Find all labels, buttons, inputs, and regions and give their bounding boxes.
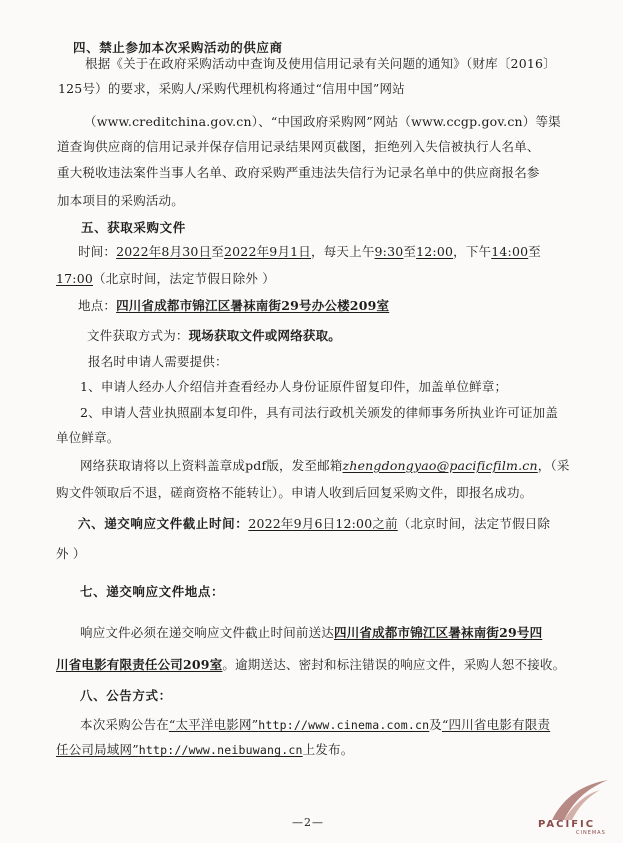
net-text: 网络获取请将以上资料盖章成pdf版，发至邮箱 [80, 458, 343, 473]
time-line [78, 243, 541, 261]
deadline-note: （北京时间，法定节假日除 [397, 516, 551, 531]
apply-item-2-cont: 单位鲜章。 [56, 430, 120, 445]
logo-text: PACIFIC [538, 819, 596, 830]
section8-line-2 [56, 741, 353, 759]
pm-end: 17:00 [56, 271, 94, 286]
pm-start: 14:00 [491, 244, 529, 259]
deadline: 2022年9月6日12:00之前 [248, 516, 398, 531]
site2-name-cont: 任公司局域网” [56, 742, 139, 757]
time-note: （北京时间，法定节假日除外 ） [93, 271, 276, 286]
pm-label: ，下午 [453, 244, 492, 259]
section8-text-post: 上发布。 [302, 742, 354, 757]
and-word: 及 [429, 717, 442, 732]
section7-text: 响应文件必须在递交响应文件截止时间前送达 [80, 625, 335, 640]
to-word: 至 [403, 244, 417, 259]
section7-text-post: 。逾期送达、密封和标注错误的响应文件，采购人恕不接收。 [222, 657, 566, 672]
section4-paragraph-line: 道查询供应商的信用记录并保存信用记录结果网页截图，拒绝列入失信被执行人名单、 [57, 139, 540, 154]
logo-subtext: CINEMAS [576, 830, 606, 836]
method-line [87, 327, 341, 345]
time-prefix: 时间： [78, 244, 117, 259]
place-prefix: 地点： [78, 298, 117, 313]
site2-name: “四川省电影有限责 [441, 717, 551, 732]
section5-heading: 五、获取采购文件 [81, 220, 186, 235]
submit-address: 四川省成都市锦江区暑袜南街29号四 [334, 625, 543, 640]
method-prefix: 文件获取方式为： [87, 328, 189, 343]
date-end: 2022年9月1日 [223, 244, 312, 259]
net-line-2: 购文件领取后不退，磋商资格不能转让）。申请人收到后回复采购文件，即报名成功。 [56, 485, 533, 500]
page-number: —2— [292, 816, 324, 829]
section4-paragraph-line: （www.creditchina.gov.cn）、“中国政府采购网”网站（www.ccgp.gov.cn）等渠 [84, 114, 561, 129]
time-line-2 [56, 270, 275, 288]
submit-address-cont: 川省电影有限责任公司209室 [56, 657, 223, 672]
section7-line [80, 624, 542, 642]
section4-paragraph-line: 重大税收违法案件当事人名单、政府采购严重违法失信行为记录名单中的供应商报名参 [57, 165, 540, 180]
site1-url[interactable]: http://www.cinema.com.cn [258, 718, 430, 732]
net-text-post: ，（采 [537, 458, 570, 473]
am-start: 9:30 [374, 244, 404, 259]
section8-heading: 八、公告方式： [80, 688, 172, 703]
section6-heading: 六、递交响应文件截止时间： [78, 516, 249, 531]
to-word: 至 [528, 244, 541, 259]
place-line [78, 297, 389, 315]
to-word: 至 [211, 244, 224, 259]
section4-paragraph-line: 加本项目的采购活动。 [57, 193, 185, 208]
apply-intro: 报名时申请人需要提供： [88, 354, 228, 369]
place-address: 四川省成都市锦江区暑袜南街29号办公楼209室 [116, 298, 390, 313]
am-end: 12:00 [416, 244, 454, 259]
daily-text: ，每天上午 [311, 244, 375, 259]
method-value: 现场获取文件或网络获取。 [188, 328, 342, 343]
section8-text: 本次采购公告在 [80, 717, 169, 732]
apply-item-1: 1、申请人经办人介绍信并查看经办人身份证原件留复印件，加盖单位鲜章； [80, 379, 508, 394]
site2-url[interactable]: http://www.neibuwang.cn [138, 743, 303, 757]
section6-line [78, 515, 550, 533]
section4-paragraph-line: 125号）的要求，采购人/采购代理机构将通过“信用中国”网站 [58, 81, 405, 96]
section8-line [80, 716, 550, 734]
section7-line-2 [56, 656, 565, 674]
deadline-note-2: 外 ） [56, 546, 86, 561]
date-start: 2022年8月30日 [116, 244, 212, 259]
section7-heading: 七、递交响应文件地点： [80, 584, 225, 599]
section4-paragraph-line: 根据《关于在政府采购活动中查询及使用信用记录有关问题的通知》（财库〔2016〕 [85, 56, 556, 71]
apply-item-2: 2、申请人营业执照副本复印件，具有司法行政机关颁发的律师事务所执业许可证加盖 [80, 405, 559, 420]
net-line [80, 457, 570, 475]
section4-heading: 四、禁止参加本次采购活动的供应商 [73, 40, 283, 55]
email-link[interactable]: zhengdongyao@pacificfilm.cn [342, 458, 538, 473]
site1-name: “太平洋电影网” [168, 717, 259, 732]
